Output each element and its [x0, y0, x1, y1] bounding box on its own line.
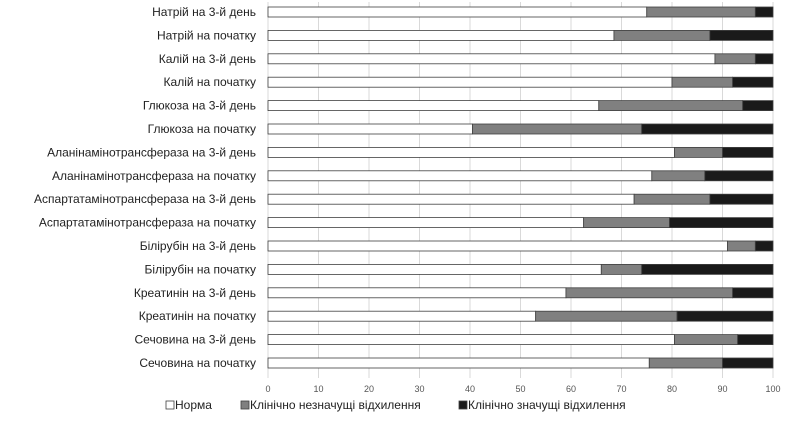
legend-label: Клінічно значущі відхилення [468, 398, 626, 412]
category-label: Аланінамінотрансфераза на початку [51, 168, 256, 183]
bar-segment [599, 101, 743, 111]
bar-segment [642, 124, 773, 134]
bar-segment [669, 218, 773, 228]
category-label: Глюкоза на 3-й день [142, 98, 256, 113]
x-axis-ticks [265, 384, 780, 394]
legend-swatch [241, 401, 249, 409]
x-tick-label: 90 [717, 384, 728, 394]
x-tick-label: 0 [265, 384, 271, 394]
category-label: Глюкоза на початку [147, 122, 256, 136]
bar-segment [268, 335, 675, 345]
bar-segment [566, 288, 733, 298]
category-label: Натрій на початку [156, 28, 256, 43]
bar-segment [755, 7, 773, 17]
bar-segment [733, 288, 773, 298]
bar-segment [642, 264, 773, 274]
legend-swatch [166, 401, 174, 409]
category-label: Калій на 3-й день [158, 51, 256, 66]
category-label: Креатинін на початку [138, 309, 256, 324]
x-tick-label: 50 [515, 384, 526, 394]
category-label: Аспартатамінотрансфераза на 3-й день [34, 192, 256, 207]
x-tick-label: 100 [765, 384, 781, 394]
bar-segment [473, 124, 642, 134]
bar-segment [268, 30, 614, 40]
bar-segment [652, 171, 705, 181]
legend-label: Клінічно незначущі відхилення [250, 398, 421, 412]
bar-segment [268, 358, 649, 368]
bar-segment [728, 241, 756, 251]
category-label: Аспартатамінотрансфераза на початку [38, 215, 256, 230]
legend-label: Норма [175, 398, 212, 412]
legend-swatch [459, 401, 467, 409]
x-tick-label: 80 [666, 384, 678, 394]
bar-segment [268, 288, 566, 298]
category-label: Калій на початку [163, 75, 256, 90]
bar-segment [649, 358, 722, 368]
x-tick-label: 70 [616, 384, 627, 394]
bar-segment [268, 101, 599, 111]
x-tick-label: 20 [363, 384, 375, 394]
bar-segment [738, 335, 773, 345]
bar-segment [268, 194, 634, 204]
bar-segment [268, 124, 473, 134]
category-label: Креатинін на 3-й день [133, 285, 256, 300]
bar-segment [268, 54, 715, 64]
bar-segment [601, 264, 641, 274]
bar-segment [733, 77, 773, 87]
bar-segment [536, 311, 677, 321]
x-tick-label: 40 [464, 384, 476, 394]
category-label: Натрій на 3-й день [152, 5, 256, 19]
bar-segment [723, 147, 774, 157]
bar-segment [268, 147, 675, 157]
bar-segment [710, 194, 773, 204]
bar-segment [268, 171, 652, 181]
bar-segment [723, 358, 774, 368]
category-label: Білірубін на 3-й день [139, 239, 256, 253]
bar-segment [715, 54, 755, 64]
legend [166, 398, 626, 412]
category-label: Сечовина на початку [139, 356, 256, 370]
bar-segment [710, 30, 773, 40]
bar-segment [672, 77, 733, 87]
bar-segment [705, 171, 773, 181]
bar-segment [268, 264, 601, 274]
bar-segment [268, 7, 647, 17]
bar-segment [743, 101, 773, 111]
category-label: Аланінамінотрансфераза на 3-й день [47, 145, 256, 160]
bar-segment [634, 194, 710, 204]
bar-segment [268, 218, 584, 228]
bar-segment [755, 241, 773, 251]
x-tick-label: 30 [414, 384, 425, 394]
bar-segment [755, 54, 773, 64]
bar-segment [647, 7, 756, 17]
bar-segment [677, 311, 773, 321]
bar-segment [675, 147, 723, 157]
bar-segment [268, 241, 728, 251]
x-tick-label: 60 [565, 384, 577, 394]
category-label: Сечовина на 3-й день [134, 332, 256, 347]
bar-segment [614, 30, 710, 40]
bar-segment [268, 77, 672, 87]
category-labels [34, 5, 256, 370]
bar-segment [675, 335, 738, 345]
x-tick-label: 10 [313, 384, 324, 394]
bar-segment [268, 311, 536, 321]
category-label: Білірубін на початку [144, 262, 256, 277]
bar-segment [584, 218, 670, 228]
